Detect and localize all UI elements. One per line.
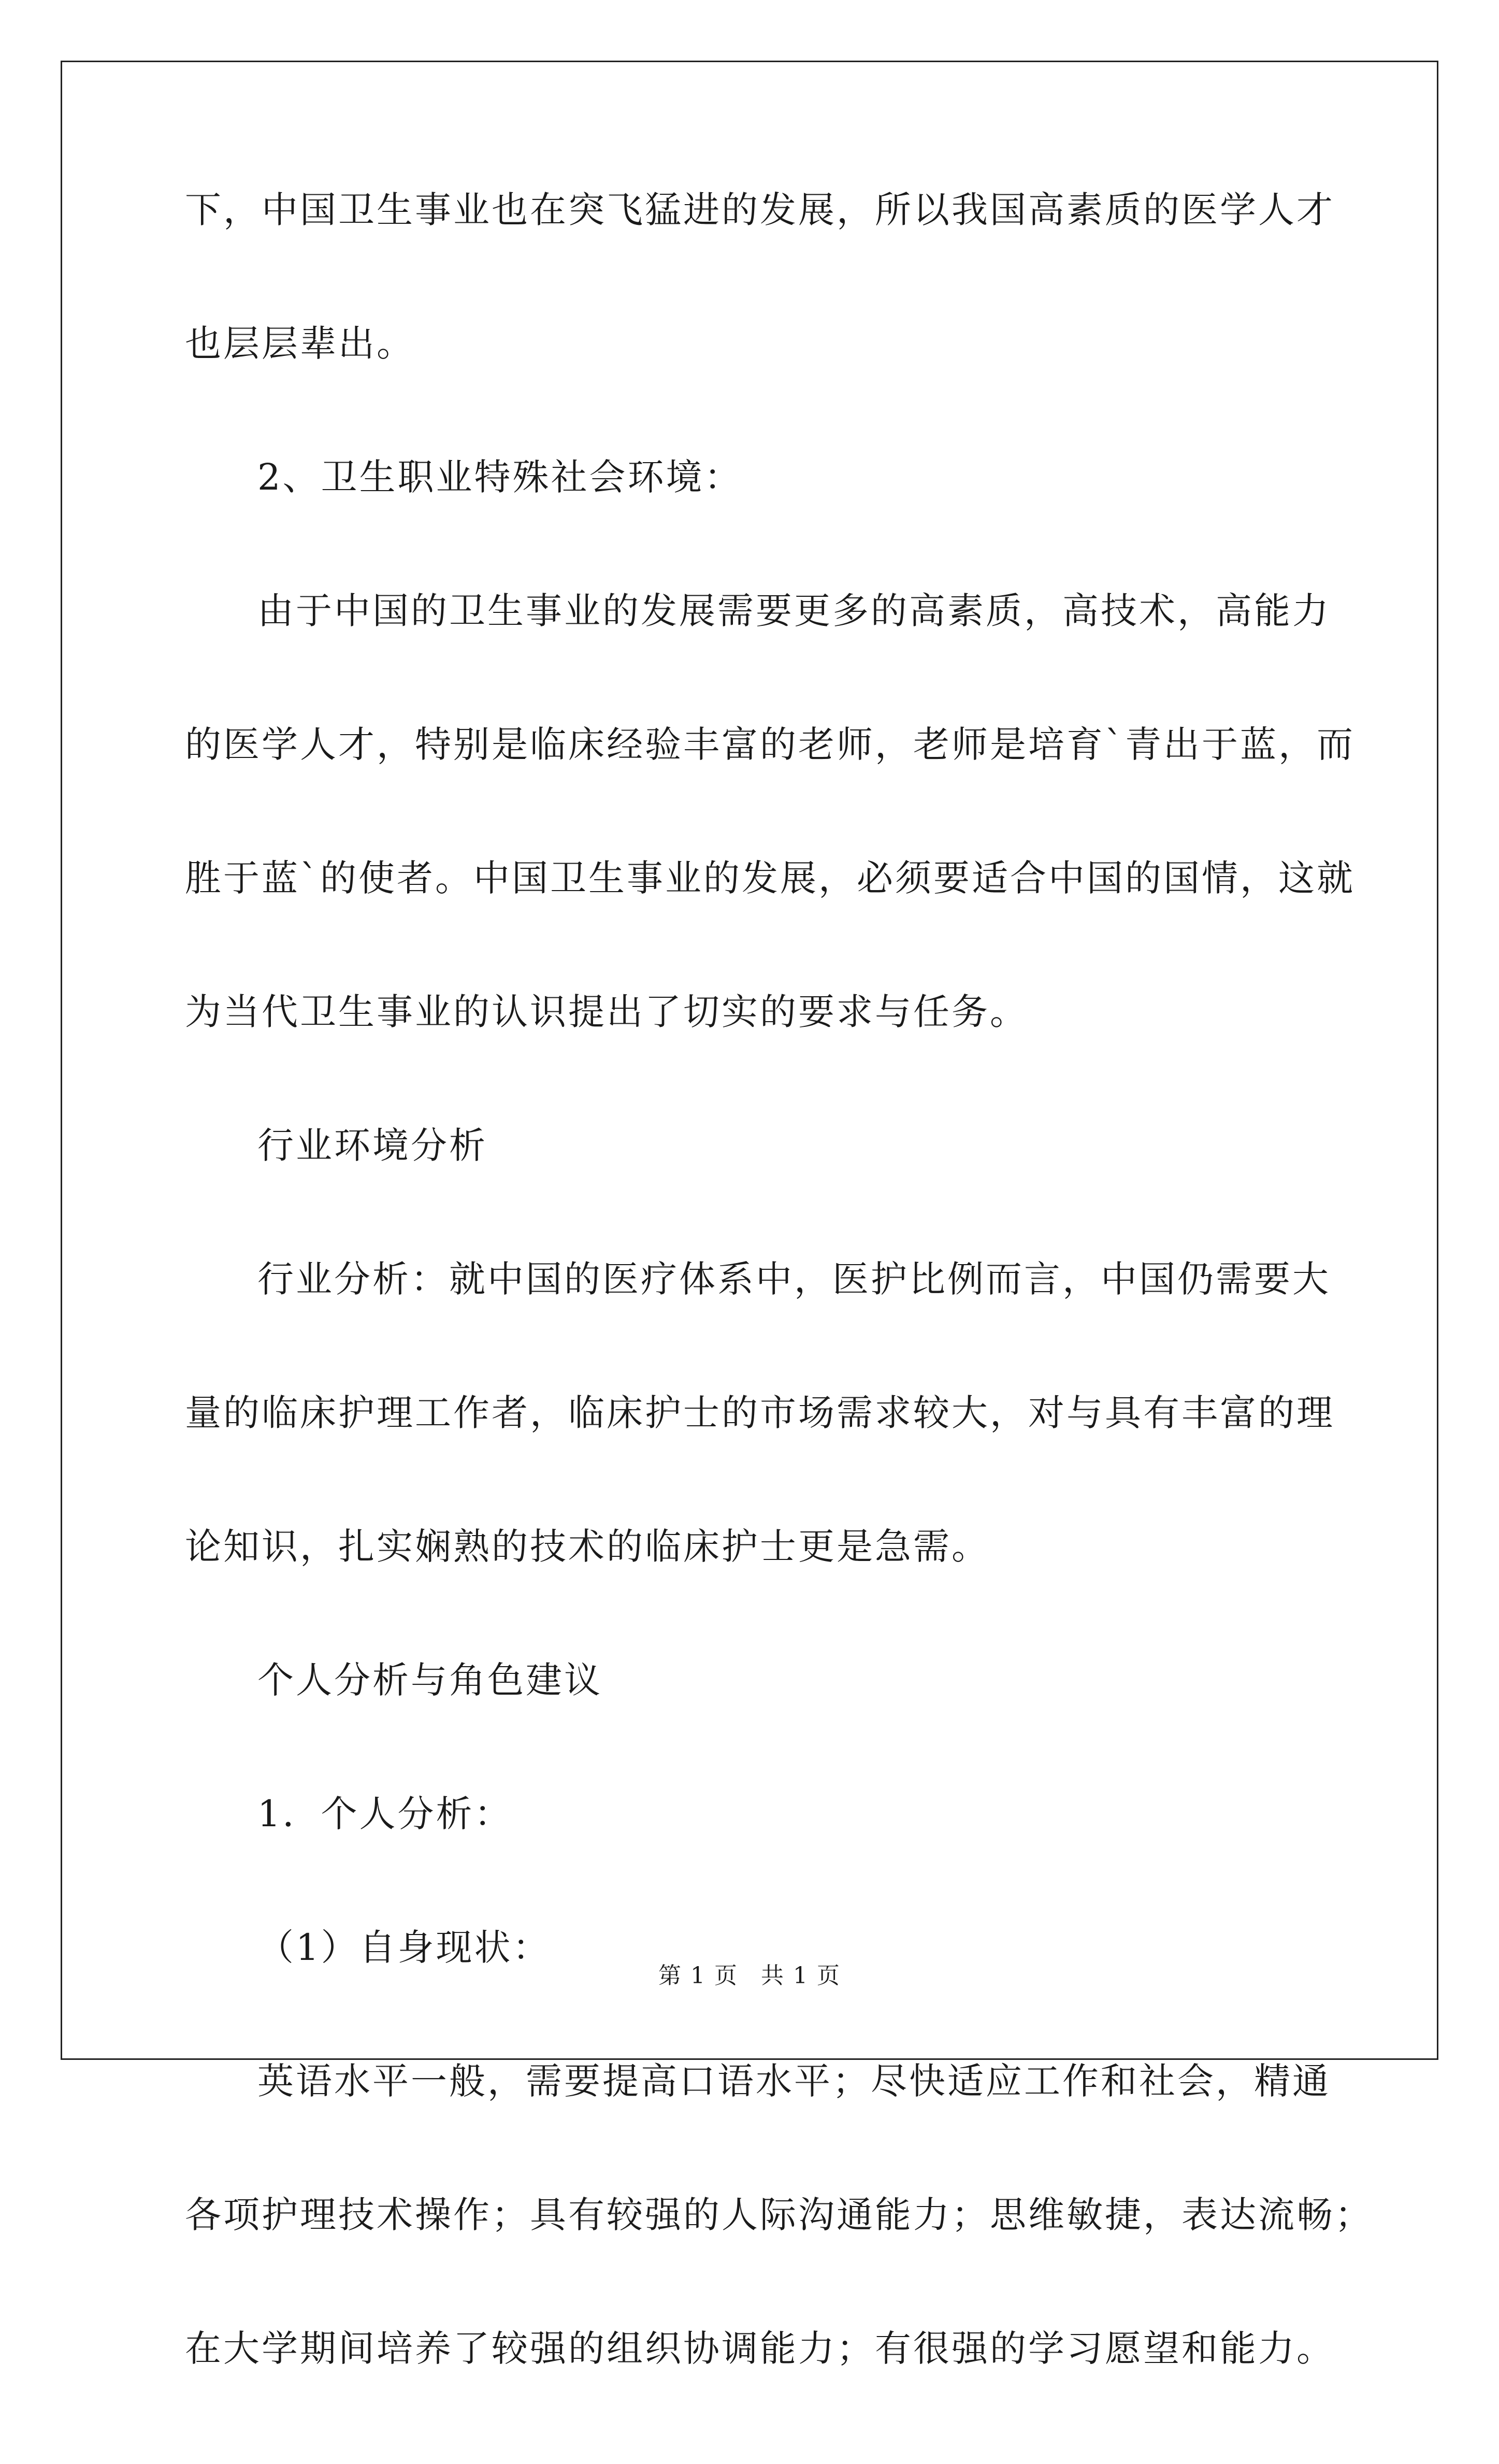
paragraph-line: 由于中国的卫生事业的发展需要更多的高素质，高技术，高能力 [257, 590, 1331, 632]
paragraph-line: 英语水平一般，需要提高口语水平；尽快适应工作和社会，精通 [257, 2060, 1331, 2102]
document-body [185, 189, 1373, 2464]
page-total: 共 1 页 [761, 1962, 841, 1989]
section-heading: 行业环境分析 [257, 1124, 487, 1167]
paragraph-line: 论知识，扎实娴熟的技术的临床护士更是急需。 [185, 1525, 990, 1568]
section-heading: 1．个人分析： [257, 1793, 513, 1835]
paragraph-line: 为当代卫生事业的认识提出了切实的要求与任务。 [185, 991, 1028, 1033]
section-heading: （1）自身现状： [257, 1926, 551, 1969]
page-number: 第 1 页 [658, 1962, 738, 1989]
paragraph-line: 的医学人才，特别是临床经验丰富的老师，老师是培育`青出于蓝，而 [185, 723, 1355, 766]
paragraph-line: 量的临床护理工作者，临床护士的市场需求较大，对与具有丰富的理 [185, 1392, 1335, 1434]
section-heading: 2、卫生职业特殊社会环境： [257, 456, 743, 498]
paragraph-line: 行业分析：就中国的医疗体系中，医护比例而言，中国仍需要大 [257, 1258, 1331, 1300]
paragraph-line: 胜于蓝`的使者。中国卫生事业的发展，必须要适合中国的国情，这就 [185, 857, 1355, 899]
paragraph-line: 在大学期间培养了较强的组织协调能力；有很强的学习愿望和能力。 [185, 2327, 1335, 2370]
section-heading: 个人分析与角色建议 [257, 1659, 602, 1701]
paragraph-line: 下，中国卫生事业也在突飞猛进的发展，所以我国高素质的医学人才 [185, 189, 1335, 231]
paragraph-line: 也层层辈出。 [185, 322, 415, 365]
page-footer [0, 1962, 1499, 1989]
paragraph-line: 各项护理技术操作；具有较强的人际沟通能力；思维敏捷，表达流畅； [185, 2194, 1373, 2236]
